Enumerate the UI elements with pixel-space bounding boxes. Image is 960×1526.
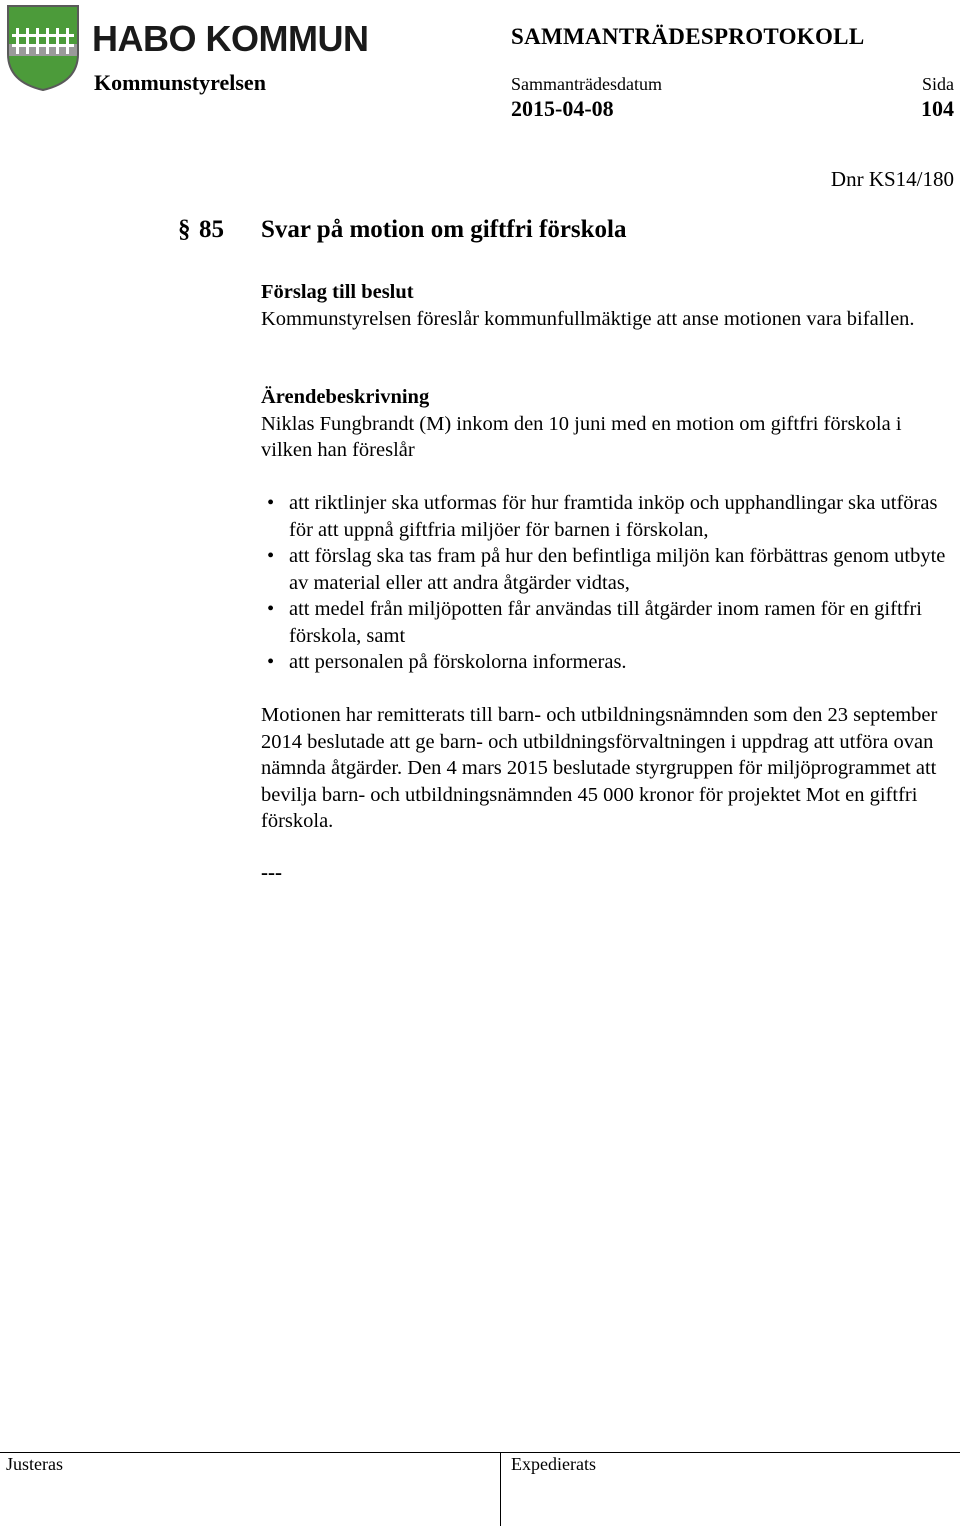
footer-expedierats-label: Expedierats	[511, 1454, 596, 1474]
bullet-icon: •	[267, 492, 275, 514]
proposal-text: Kommunstyrelsen föreslår kommunfullmäktige att anse motionen vara bifallen.	[261, 307, 915, 330]
bullet-icon: •	[267, 598, 275, 620]
motion-paragraph: Motionen har remitterats till barn- och utbildningsnämnden som den 23 september 2014 beslutade att ge barn- och utbildningsförvaltningen i uppdrag att utföra ovan nämnda åtgärder. Den 4 mars 2015 beslutade styrgruppen för miljöprogrammet att bevilja barn- och utbildningsnämnden 45 000 kronor för projektet Mot en giftfri förskola.	[261, 704, 938, 832]
list-item-text: att riktlinjer ska utformas för hur framtida inköp och upphandlingar ska utföras för att uppnå giftfria miljöer för barnen i förskolan,	[289, 492, 938, 541]
meeting-date-label: Sammanträdesdatum	[511, 74, 662, 94]
meeting-date-value: 2015-04-08	[511, 96, 614, 121]
list-item-text: att personalen på förskolorna informeras.	[289, 651, 627, 673]
organization-name: Kommunstyrelsen	[94, 70, 266, 95]
bullet-icon: •	[267, 545, 275, 567]
section-number: 85	[199, 216, 224, 243]
document-type: SAMMANTRÄDESPROTOKOLL	[511, 24, 865, 49]
list-item	[261, 490, 956, 543]
footer-column-divider	[500, 1452, 501, 1526]
list-item-text: att förslag ska tas fram på hur den befintliga miljön kan förbättras genom utbyte av material eller att andra åtgärder vidtas,	[289, 545, 946, 594]
description-block	[261, 384, 956, 464]
footer-justeras-label: Justeras	[6, 1454, 63, 1474]
bullet-icon: •	[267, 651, 275, 673]
list-item-text: att medel från miljöpotten får användas till åtgärder inom ramen för en giftfri förskola, samt	[289, 598, 922, 647]
page-number: 104	[921, 96, 954, 121]
proposal-block	[261, 279, 956, 332]
section-title: Svar på motion om giftfri förskola	[261, 216, 627, 243]
logo-text: HABO KOMMUN	[92, 18, 369, 59]
proposal-heading: Förslag till beslut	[261, 281, 414, 303]
footer-divider-line	[0, 1452, 960, 1453]
section-sign: §	[178, 216, 191, 243]
description-heading: Ärendebeskrivning	[261, 386, 430, 408]
list-item	[261, 649, 956, 676]
proposal-bullet-list	[261, 490, 956, 676]
list-item	[261, 543, 956, 596]
municipality-emblem-icon	[6, 4, 80, 92]
description-text: Niklas Fungbrandt (M) inkom den 10 juni med en motion om giftfri förskola i vilken han föreslår	[261, 412, 902, 461]
page-label: Sida	[921, 74, 954, 94]
diary-number: Dnr KS14/180	[830, 167, 954, 191]
list-item	[261, 596, 956, 649]
section-end-dashes: ---	[261, 860, 282, 884]
